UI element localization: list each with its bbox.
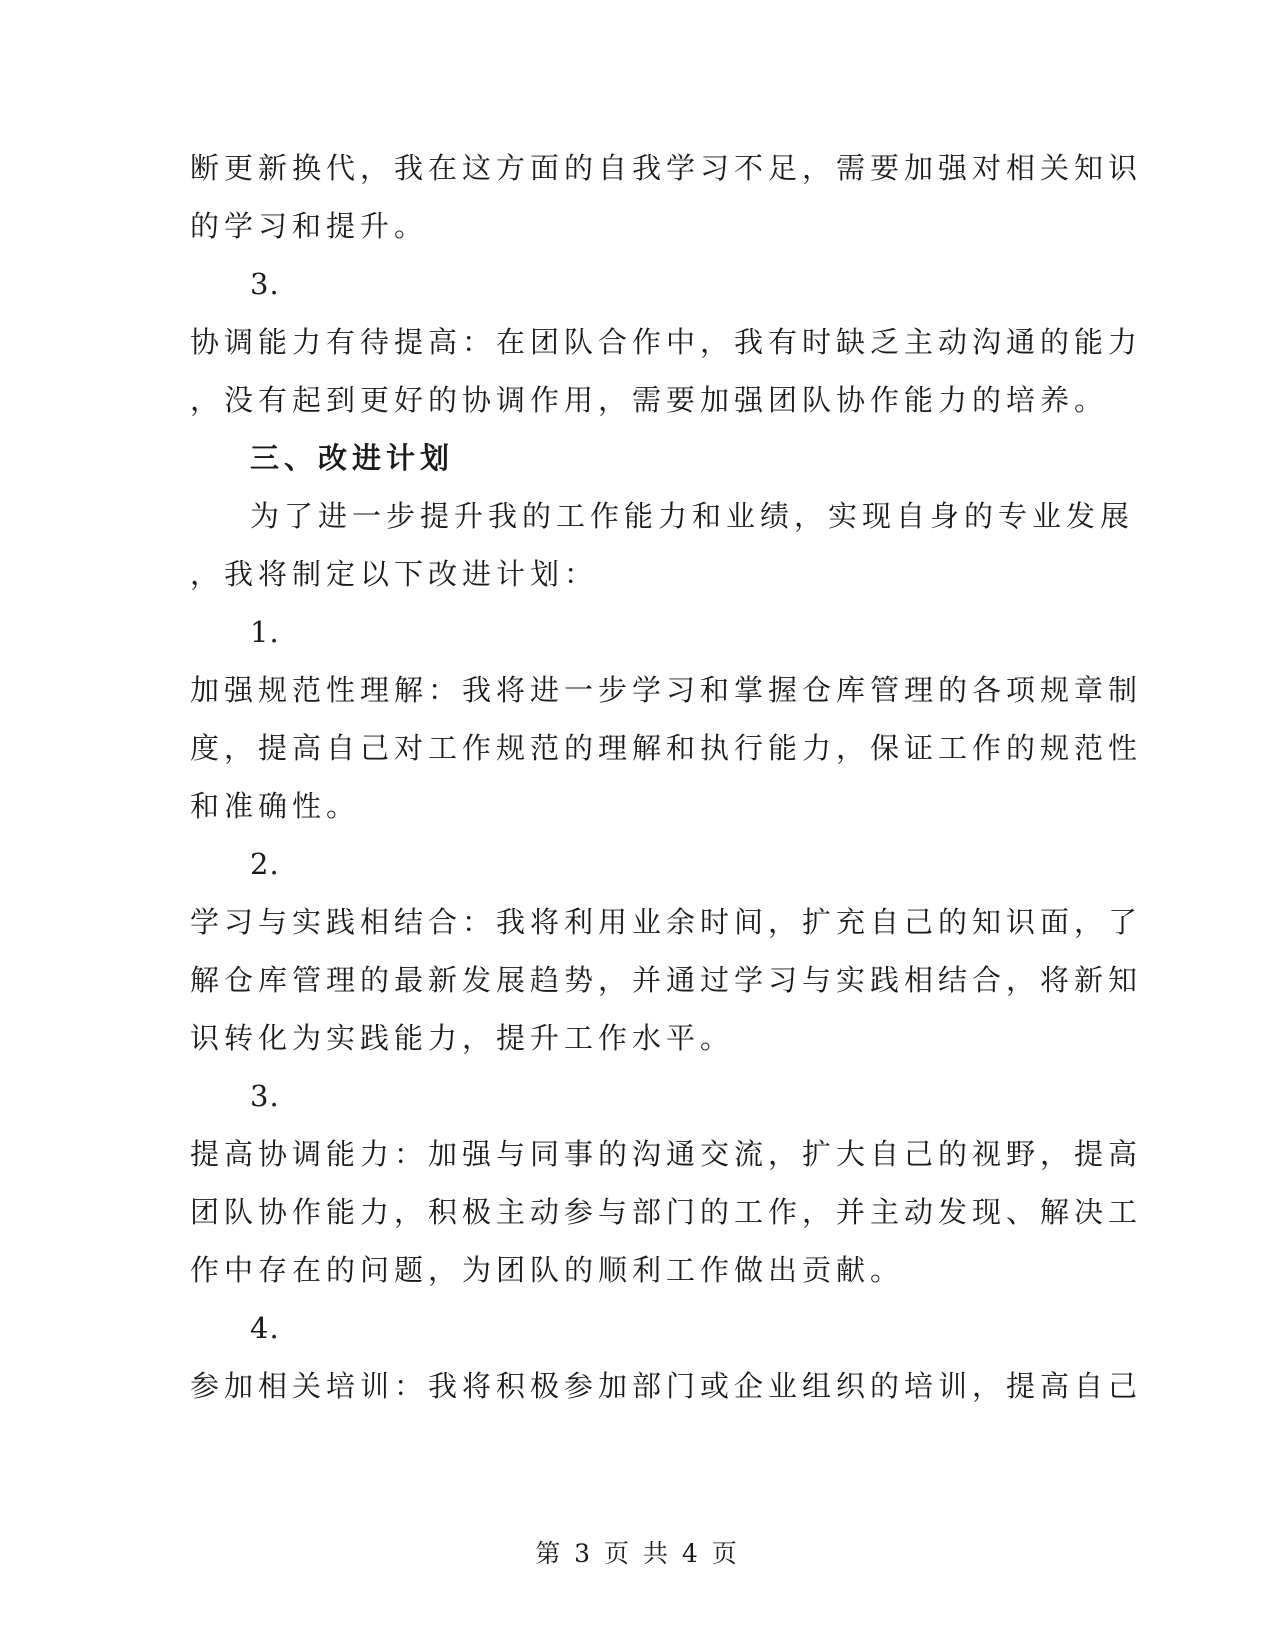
list-item-text: 加强规范性理解：我将进一步学习和掌握仓库管理的各项规章制 bbox=[190, 673, 1143, 707]
body-text-line: 作中存在的问题，为团队的顺利工作做出贡献。 bbox=[190, 1253, 905, 1287]
body-text-line: ，没有起到更好的协调作用，需要加强团队协作能力的培养。 bbox=[190, 383, 1109, 417]
body-text-line: ，我将制定以下改进计划： bbox=[190, 557, 599, 591]
list-number: 3. bbox=[250, 267, 280, 301]
page-number-footer: 第 3 页 共 4 页 bbox=[535, 1539, 740, 1568]
list-item-text: 提高协调能力：加强与同事的沟通交流，扩大自己的视野，提高 bbox=[190, 1137, 1143, 1171]
body-text-line: 和准确性。 bbox=[190, 789, 361, 823]
list-item-text: 协调能力有待提高：在团队合作中，我有时缺乏主动沟通的能力 bbox=[190, 325, 1143, 359]
list-number: 2. bbox=[250, 847, 280, 881]
list-item-text: 参加相关培训：我将积极参加部门或企业组织的培训，提高自己 bbox=[190, 1369, 1143, 1403]
list-number: 1. bbox=[250, 615, 280, 649]
body-text-line: 断更新换代，我在这方面的自我学习不足，需要加强对相关知识 bbox=[190, 151, 1143, 185]
body-text-line: 团队协作能力，积极主动参与部门的工作，并主动发现、解决工 bbox=[190, 1195, 1143, 1229]
list-item-text: 学习与实践相结合：我将利用业余时间，扩充自己的知识面，了 bbox=[190, 905, 1143, 939]
list-number: 3. bbox=[250, 1079, 280, 1113]
list-number: 4. bbox=[250, 1311, 280, 1345]
section-heading: 三、改进计划 bbox=[250, 441, 455, 475]
body-text-line: 度，提高自己对工作规范的理解和执行能力，保证工作的规范性 bbox=[190, 731, 1143, 765]
body-text-line: 识转化为实践能力，提升工作水平。 bbox=[190, 1021, 735, 1055]
paragraph-text: 为了进一步提升我的工作能力和业绩，实现自身的专业发展 bbox=[250, 499, 1135, 533]
body-text-line: 解仓库管理的最新发展趋势，并通过学习与实践相结合，将新知 bbox=[190, 963, 1143, 997]
body-text-line: 的学习和提升。 bbox=[190, 209, 429, 243]
